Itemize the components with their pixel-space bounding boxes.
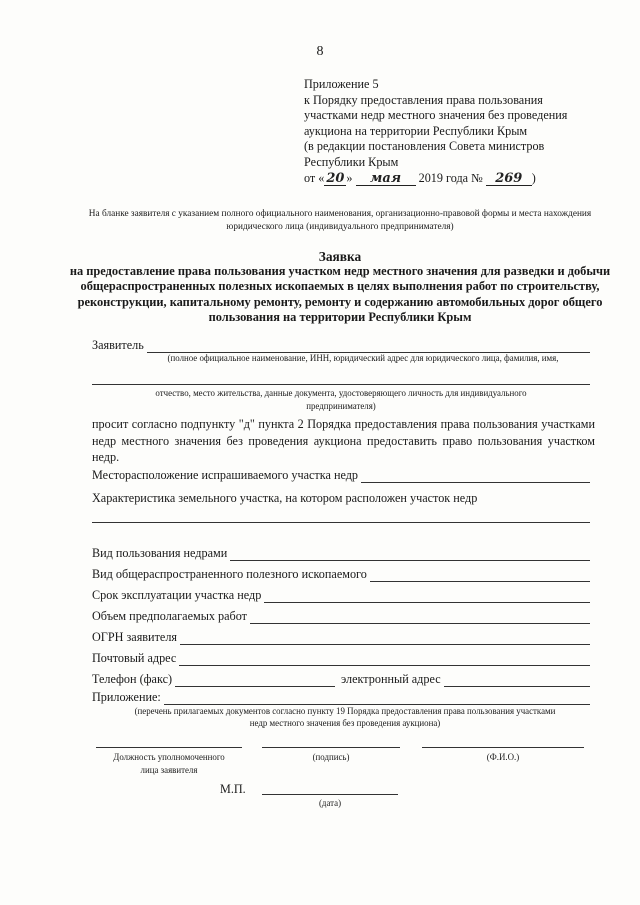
ogrn-input-line[interactable]	[180, 632, 590, 645]
page-number: 8	[316, 44, 324, 59]
handwritten-number: 269	[486, 172, 532, 186]
location-field	[92, 468, 590, 483]
fio-caption: (Ф.И.О.)	[486, 752, 520, 762]
applicant-input-line-2[interactable]	[92, 384, 590, 385]
form-title	[60, 249, 620, 325]
attachment-hint-2: недр местного значения без проведения аукциона)	[249, 718, 441, 728]
phone-label: Телефон (факс)	[92, 672, 173, 686]
handwritten-day: 20	[326, 170, 345, 186]
signature-caption: (подпись)	[312, 752, 350, 762]
date-prefix: от «	[304, 170, 325, 185]
email-input-line[interactable]	[444, 674, 590, 687]
volume-field	[92, 609, 590, 624]
appendix-date-line	[304, 171, 604, 187]
applicant-hint-1: (полное официальное наименование, ИНН, юридический адрес для юридического лица, фамилия, имя,	[167, 353, 559, 363]
location-input-line[interactable]	[361, 470, 590, 483]
date-line[interactable]	[262, 794, 398, 795]
term-input-line[interactable]	[264, 590, 590, 603]
applicant-field	[92, 338, 590, 353]
applicant-hint-3: предпринимателя)	[306, 401, 376, 411]
term-label: Срок эксплуатации участка недр	[92, 588, 262, 602]
phone-field	[92, 672, 590, 687]
title-heading: Заявка	[318, 249, 362, 264]
land-label: Характеристика земельного участка, на котором расположен участок недр	[92, 491, 478, 505]
request-paragraph: просит согласно подпункту "д" пункта 2 Порядка предоставления права пользования участками недр местного значения без проведения аукциона предоставить право пользования участком недр.	[92, 417, 595, 465]
appendix-line: участками недр местного значения без проведения	[304, 108, 568, 123]
postal-input-line[interactable]	[179, 653, 590, 666]
date-caption: (дата)	[318, 798, 342, 808]
appendix-line: аукциона на территории Республики Крым	[304, 123, 528, 138]
blank-note: На бланке заявителя с указанием полного официального наименования, организационно-правовой формы и места нахождения юридического лица (индивидуального предпринимателя)	[88, 209, 592, 232]
attachment-field	[92, 690, 590, 705]
email-label: электронный адрес	[341, 672, 441, 686]
mineral-label: Вид общераспространенного полезного ископаемого	[92, 567, 367, 581]
usage-field	[92, 546, 590, 561]
usage-label: Вид пользования недрами	[92, 546, 228, 560]
postal-field	[92, 651, 590, 666]
postal-label: Почтовый адрес	[92, 651, 177, 665]
appendix-line: (в редакции постановления Совета министров	[304, 139, 545, 154]
ogrn-label: ОГРН заявителя	[92, 630, 178, 644]
mineral-field	[92, 567, 590, 582]
date-close: )	[531, 170, 536, 185]
term-field	[92, 588, 590, 603]
position-caption-2: лица заявителя	[140, 765, 198, 775]
usage-input-line[interactable]	[230, 548, 590, 561]
location-label: Месторасположение испрашиваемого участка недр	[92, 468, 359, 482]
applicant-label: Заявитель	[92, 338, 144, 352]
applicant-hint-2: отчество, место жительства, данные документа, удостоверяющего личность для индивидуального	[155, 388, 527, 398]
volume-input-line[interactable]	[250, 611, 590, 624]
attachment-input-line[interactable]	[164, 692, 590, 705]
signature-line[interactable]	[262, 747, 400, 748]
date-day-suffix: »	[346, 170, 353, 185]
appendix-line: Приложение 5	[304, 77, 379, 91]
attachment-label: Приложение:	[92, 690, 161, 704]
stamp-label: М.П.	[220, 782, 246, 796]
date-year: 2019 года №	[418, 170, 483, 185]
position-caption-1: Должность уполномоченного	[113, 752, 225, 762]
handwritten-month: мая	[356, 172, 416, 186]
title-subtitle: на предоставление права пользования участком недр местного значения для разведки и добычи общераспространенных полезных ископаемых в целях выполнения работ по строительству, реконструкции, капитальному ремонту, ремонту и содержанию автомобильных дорог общего пользования на территории Республики Крым	[69, 264, 611, 324]
appendix-line: Республики Крым	[304, 154, 399, 169]
position-line[interactable]	[96, 747, 242, 748]
attachment-hint-1: (перечень прилагаемых документов согласно пункту 19 Порядка предоставления права пользования участками	[134, 706, 556, 716]
appendix-line: к Порядку предоставления права пользования	[304, 92, 543, 107]
land-input-line[interactable]	[92, 522, 590, 523]
mineral-input-line[interactable]	[370, 569, 590, 582]
appendix-block	[304, 77, 604, 186]
fio-line[interactable]	[422, 747, 584, 748]
volume-label: Объем предполагаемых работ	[92, 609, 248, 623]
ogrn-field	[92, 630, 590, 645]
phone-input-line[interactable]	[175, 674, 335, 687]
